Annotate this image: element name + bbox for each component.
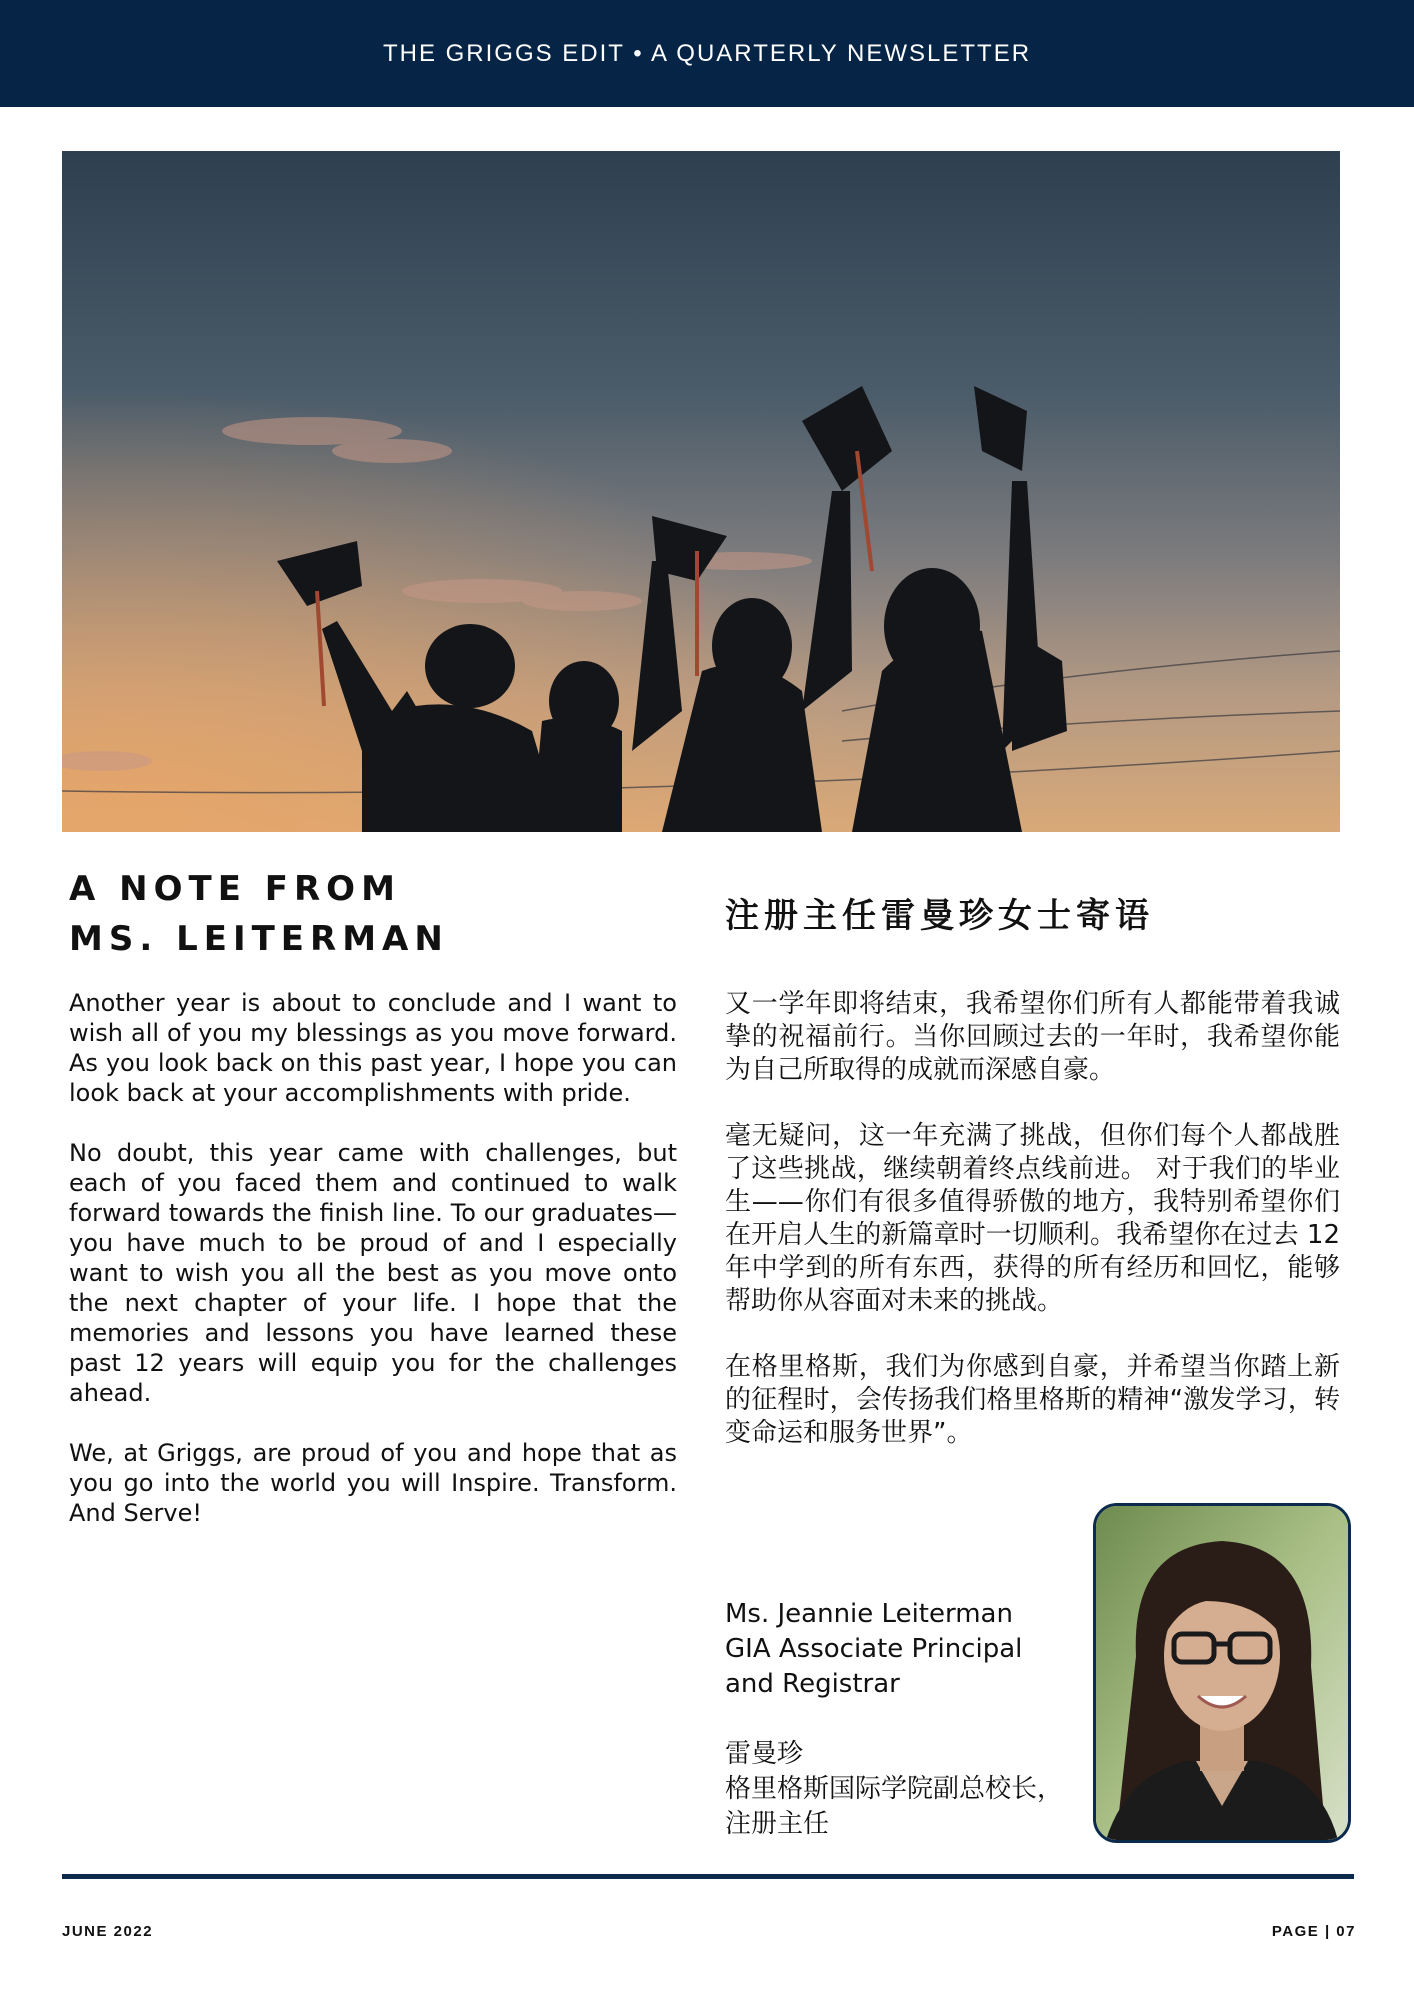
signature-name-en: Ms. Jeannie Leiterman xyxy=(725,1599,1013,1629)
chinese-paragraph: 又一学年即将结束，我希望你们所有人都能带着我诚挚的祝福前行。当你回顾过去的一年时，我希望你能为自己所取得的成就而深感自豪。 xyxy=(725,989,1340,1085)
graduates-silhouette-photo-icon xyxy=(62,151,1340,832)
english-paragraph: No doubt, this year came with challenges, but each of you faced them and continued to walk forward towards the finish line. To our graduates—you have much to be proud of and I especially want to wish you all the best as you move onto the next chapter of your life. I hope that the memories and lessons you have learned these past 12 years will equip you for the challenges ahead. xyxy=(69,1139,677,1407)
signature-block xyxy=(725,1597,1085,1842)
english-heading-line-1: A NOTE FROM xyxy=(69,869,401,909)
hero-photo xyxy=(62,151,1340,832)
signature-title-en-2: and Registrar xyxy=(725,1669,900,1699)
footer-date: JUNE 2022 xyxy=(62,1923,154,1940)
signature-name-cn: 雷曼珍 xyxy=(725,1739,804,1769)
signature-title-cn-1: 格里格斯国际学院副总校长， xyxy=(725,1774,1064,1804)
signature-title-en-1: GIA Associate Principal xyxy=(725,1634,1023,1664)
newsletter-header-bar xyxy=(0,0,1414,107)
portrait-photo xyxy=(1093,1503,1351,1843)
portrait-photo-icon xyxy=(1096,1506,1348,1840)
english-paragraph: Another year is about to conclude and I want to wish all of you my blessings as you move forward. As you look back on this past year, I hope you can look back at your accomplishments with pride. xyxy=(69,989,677,1107)
english-body xyxy=(69,988,677,1558)
signature-title-cn-2: 注册主任 xyxy=(725,1809,830,1839)
english-heading-line-2: MS. LEITERMAN xyxy=(69,919,449,959)
newsletter-title: THE GRIGGS EDIT • A QUARTERLY NEWSLETTER xyxy=(382,39,1032,67)
footer-page-number: PAGE | 07 xyxy=(1271,1923,1356,1940)
chinese-paragraph: 毫无疑问，这一年充满了挑战，但你们每个人都战胜了这些挑战，继续朝着终点线前进。 对于我们的毕业生——你们有很多值得骄傲的地方，我特别希望你们在开启人生的新篇章时一切顺利。我希望你在过去 12 年中学到的所有东西，获得的所有经历和回忆，能够帮助你从容面对未来的挑战。 xyxy=(725,1121,1340,1316)
footer-divider xyxy=(62,1874,1354,1879)
english-heading xyxy=(69,864,689,964)
chinese-paragraph: 在格里格斯，我们为你感到自豪，并希望当你踏上新的征程时，会传扬我们格里格斯的精神“激发学习，转变命运和服务世界”。 xyxy=(725,1352,1340,1448)
chinese-heading: 注册主任雷曼珍女士寄语 xyxy=(725,896,1154,936)
chinese-body xyxy=(725,988,1340,1483)
english-paragraph: We, at Griggs, are proud of you and hope that as you go into the world you will Inspire. Transform. And Serve! xyxy=(69,1439,677,1527)
